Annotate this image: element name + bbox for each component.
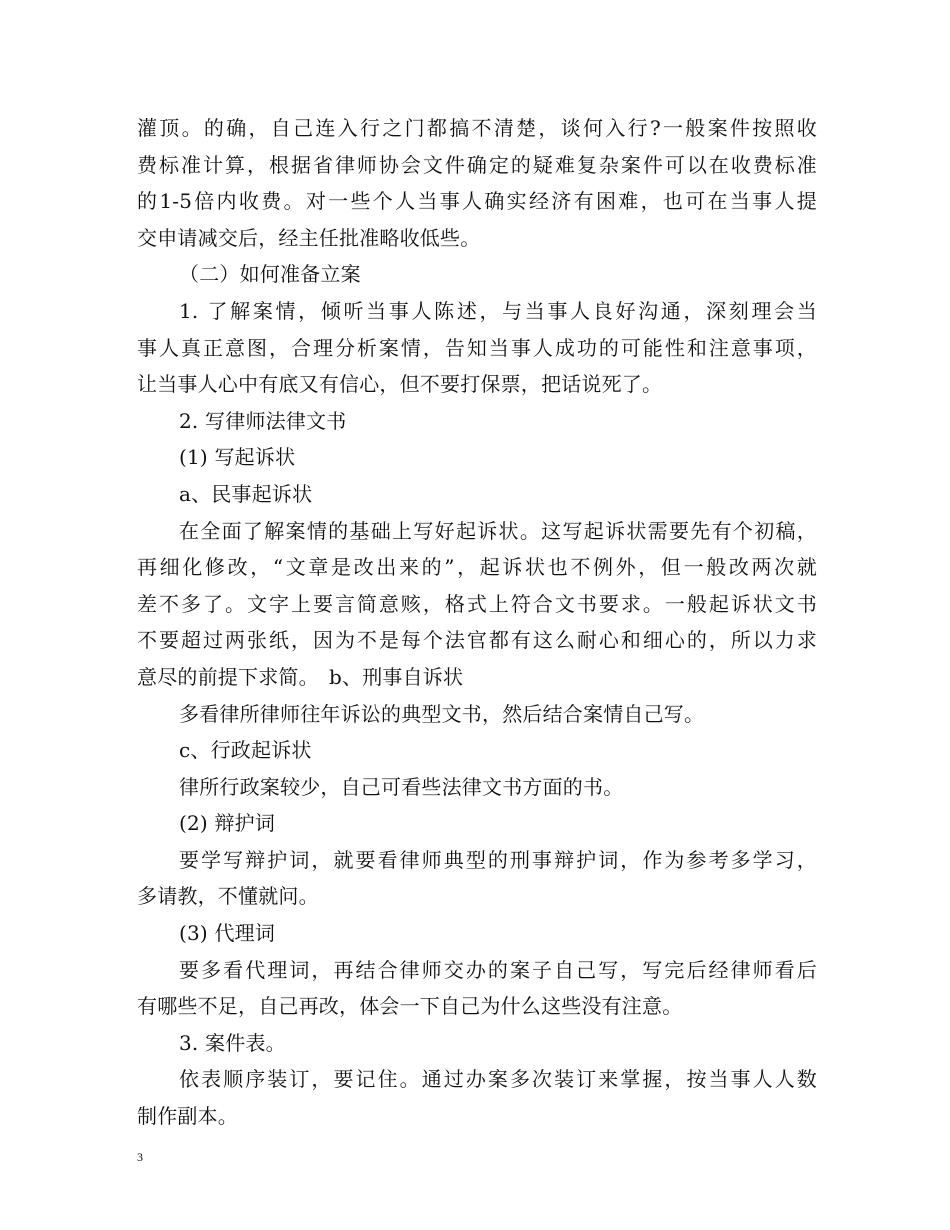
text-line: 意尽的前提下求简。 b、刑事自诉状 bbox=[137, 664, 464, 689]
text-line: 要多看代理词，再结合律师交办的案子自己写，写完后经律师看后 bbox=[179, 957, 817, 982]
text-line: 差不多了。文字上要言简意赅，格式上符合文书要求。一般起诉状文书 bbox=[137, 591, 817, 616]
text-line: 多看律所律师往年诉讼的典型文书，然后结合案情自己写。 bbox=[179, 701, 705, 726]
subsection-heading: 3. 案件表。 bbox=[179, 1030, 286, 1055]
text-line: 要学写辩护词，就要看律师典型的刑事辩护词，作为参考多学习， bbox=[179, 847, 817, 872]
subsection-heading: 2. 写律师法律文书 bbox=[179, 408, 347, 433]
text-line: 在全面了解案情的基础上写好起诉状。这写起诉状需要先有个初稿， bbox=[179, 518, 817, 543]
item-heading: (3) 代理词 bbox=[179, 921, 276, 946]
document-body bbox=[137, 110, 817, 1135]
section-heading: （二）如何准备立案 bbox=[179, 262, 361, 287]
text-line: 让当事人心中有底又有信心，但不要打保票，把话说死了。 bbox=[137, 372, 663, 397]
text-line: 1. 了解案情，倾听当事人陈述，与当事人良好沟通，深刻理会当 bbox=[179, 298, 817, 323]
text-line: 多请教，不懂就问。 bbox=[137, 884, 319, 909]
item-heading: a、民事起诉状 bbox=[179, 481, 313, 506]
item-heading: (1) 写起诉状 bbox=[179, 445, 296, 470]
page-number: 3 bbox=[137, 1150, 143, 1164]
text-line: 不要超过两张纸，因为不是每个法官都有这么耐心和细心的，所以力求 bbox=[137, 628, 817, 653]
text-line: 的1-5倍内收费。对一些个人当事人确实经济有困难，也可在当事人提 bbox=[137, 189, 817, 214]
text-line: 灌顶。的确，自己连入行之门都搞不清楚，谈何入行?一般案件按照收 bbox=[137, 116, 817, 140]
text-line: 有哪些不足，自己再改，体会一下自己为什么这些没有注意。 bbox=[137, 994, 683, 1019]
text-line: 依表顺序装订，要记住。通过办案多次装订来掌握，按当事人人数 bbox=[179, 1067, 817, 1092]
text-line: 律所行政案较少，自己可看些法律文书方面的书。 bbox=[179, 774, 624, 799]
text-line: 费标准计算，根据省律师协会文件确定的疑难复杂案件可以在收费标准 bbox=[137, 152, 817, 177]
text-line: 再细化修改，“文章是改出来的”，起诉状也不例外，但一般改两次就 bbox=[137, 555, 817, 580]
item-heading: c、行政起诉状 bbox=[179, 738, 312, 763]
item-heading: (2) 辩护词 bbox=[179, 811, 276, 836]
text-line: 交申请减交后，经主任批准略收低些。 bbox=[137, 225, 481, 250]
text-line: 事人真正意图，合理分析案情，告知当事人成功的可能性和注意事项， bbox=[137, 335, 817, 360]
text-line: 制作副本。 bbox=[137, 1104, 238, 1129]
